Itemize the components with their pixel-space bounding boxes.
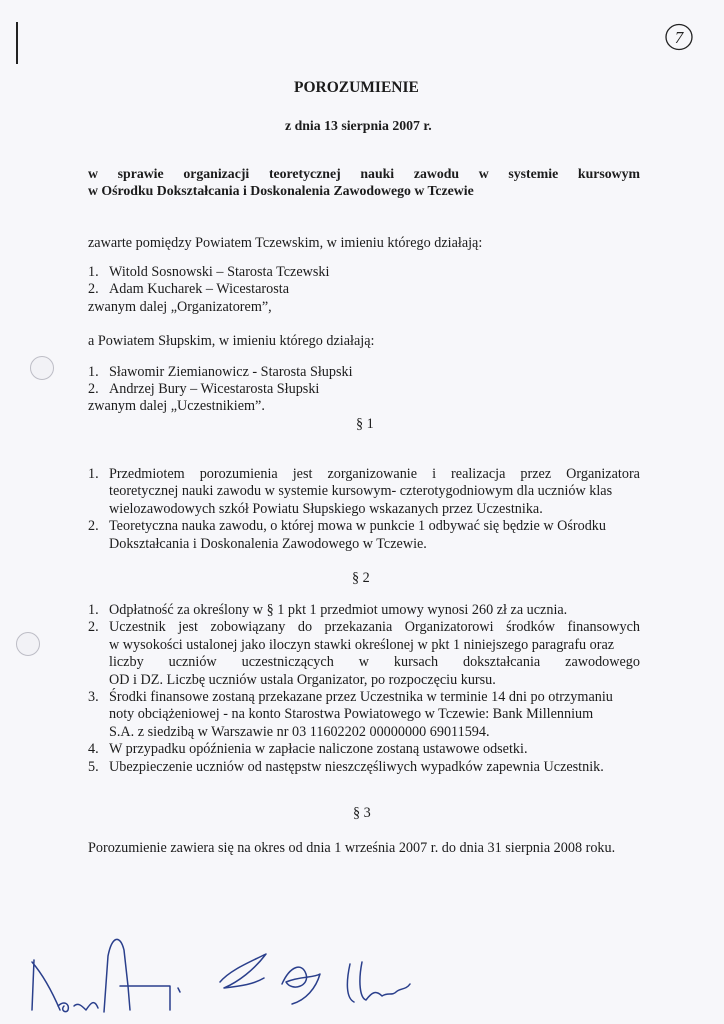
paragraph-line: OD i DZ. Liczbę uczniów ustala Organizator, po rozpoczęciu kursu.: [109, 671, 496, 688]
paragraph-line: Dokształcania i Doskonalenia Zawodowego w Tczewie.: [109, 535, 427, 552]
subject-word: w: [88, 166, 98, 181]
list-number: 1.: [88, 602, 99, 618]
subject-word: kursowym: [577, 166, 640, 181]
member-text: Adam Kucharek – Wicestarosta: [109, 281, 289, 298]
word: i: [432, 466, 437, 482]
page-number: 7: [674, 28, 684, 47]
list-number: 2.: [88, 381, 99, 398]
list-number: 2.: [88, 281, 99, 298]
subject-line-2: w Ośrodku Dokształcania i Doskonalenia Zawodowego w Tczewie: [88, 183, 474, 198]
paragraph-line: teoretycznej nauki zawodu w systemie kursowym- czterotygodniowym dla uczniów klas: [109, 483, 613, 500]
word: do: [297, 619, 313, 636]
paragraph-line: Ubezpieczenie uczniów od następstw nieszczęśliwych wypadków zapewnia Uczestnik.: [109, 758, 604, 775]
section-item: [88, 689, 640, 741]
party1-intro: zawarte pomiędzy Powiatem Tczewskim, w imieniu którego działają:: [88, 235, 483, 251]
handwritten-signatures: [20, 926, 440, 1016]
list-number: 1.: [88, 364, 99, 380]
list-number: 2.: [88, 518, 99, 535]
word: zobowiązany: [210, 619, 286, 636]
list-number: 3.: [88, 689, 99, 706]
word: finansowych: [567, 619, 640, 636]
subject-word: systemie: [508, 166, 559, 181]
section-3-text: Porozumienie zawiera się na okres od dnia 1 września 2007 r. do dnia 31 sierpnia 2008 roku.: [88, 840, 616, 856]
word: dokształcania: [462, 654, 541, 671]
list-number: 5.: [88, 758, 99, 775]
party1-member: [88, 281, 329, 298]
paragraph-line: W przypadku opóźnienia w zapłacie naliczone zostaną ustawowe odsetki.: [109, 741, 528, 758]
paragraph-line: Środki finansowe zostaną przekazane przez Uczestnika w terminie 14 dni po otrzymaniu: [109, 689, 613, 706]
section-item: [88, 619, 640, 689]
word: liczby: [109, 654, 144, 671]
member-text: Sławomir Ziemianowicz - Starosta Słupski: [109, 364, 353, 380]
margin-pen-mark: [16, 22, 18, 64]
paragraph-line: wielozawodowych szkół Powiatu Słupskiego wskazanych przez Uczestnika.: [109, 500, 543, 517]
party2-members: [88, 364, 353, 399]
member-text: Witold Sosnowski – Starosta Tczewski: [109, 264, 330, 280]
paragraph-line: noty obciążeniowej - na konto Starostwa Powiatowego w Tczewie: Bank Millennium: [109, 706, 594, 723]
paragraph-line: w wysokości ustalonej jako iloczyn stawki określonej w pkt 1 niniejszego paragrafu oraz: [109, 636, 615, 653]
paragraph-line: S.A. z siedzibą w Warszawie nr 03 11602202 00000000 69011594.: [109, 723, 490, 740]
party1-members: [88, 264, 329, 299]
member-text: Andrzej Bury – Wicestarosta Słupski: [109, 381, 320, 398]
word: jest: [292, 466, 313, 482]
word: zawodowego: [565, 654, 640, 671]
paragraph-line: Odpłatność za określony w § 1 pkt 1 przedmiot umowy wynosi 260 zł za ucznia.: [109, 602, 568, 618]
word: Przedmiotem: [109, 466, 185, 482]
word: środków: [506, 619, 555, 636]
punch-hole-icon: [16, 632, 40, 656]
word: przez: [520, 466, 552, 482]
document-title: POROZUMIENIE: [294, 79, 419, 96]
section-3-heading: § 3: [353, 805, 371, 821]
subject-word: zawodu: [413, 166, 460, 181]
paragraph-line: [109, 619, 640, 636]
party2-called: zwanym dalej „Uczestnikiem”.: [88, 398, 265, 414]
subject-line-1: [88, 165, 640, 182]
section-item: [88, 466, 640, 518]
word: uczniów: [168, 654, 217, 671]
punch-hole-icon: [30, 356, 54, 380]
subject-word: nauki: [360, 166, 395, 181]
section-item: [88, 602, 640, 619]
page-number-circle-icon: [664, 22, 694, 52]
word: realizacja: [451, 466, 506, 482]
list-number: 1.: [88, 264, 99, 280]
party1-called: zwanym dalej „Organizatorem”,: [88, 299, 272, 315]
word: uczestniczących: [241, 654, 334, 671]
document-date: z dnia 13 sierpnia 2007 r.: [285, 118, 432, 133]
word: w: [358, 654, 369, 671]
section-2-list: [88, 602, 640, 776]
word: przekazania: [324, 619, 393, 636]
subject-word: w: [478, 166, 489, 181]
section-2-heading: § 2: [352, 570, 370, 586]
section-item: [88, 759, 640, 776]
word: zorganizowanie: [327, 466, 418, 482]
paragraph-line: [109, 654, 640, 671]
paragraph-line: Teoretyczna nauka zawodu, o której mowa w punkcie 1 odbywać się będzie w Ośrodku: [109, 518, 606, 535]
list-number: 1.: [88, 466, 99, 482]
party1-member: [88, 264, 329, 281]
party2-member: [88, 364, 353, 381]
word: kursach: [393, 654, 439, 671]
list-number: 2.: [88, 619, 99, 636]
list-number: 4.: [88, 741, 99, 758]
subject-word: organizacji: [183, 166, 250, 181]
word: Organizatora: [566, 466, 640, 482]
section-item: [88, 518, 640, 553]
section-item: [88, 741, 640, 758]
section-1-heading: § 1: [356, 416, 374, 432]
party2-member: [88, 381, 353, 398]
word: jest: [178, 619, 198, 636]
word: Organizatorowi: [404, 619, 494, 636]
word: Uczestnik: [109, 619, 166, 636]
party2-intro: a Powiatem Słupskim, w imieniu którego działają:: [88, 333, 375, 349]
section-1-list: [88, 466, 640, 553]
word: porozumienia: [199, 466, 278, 482]
subject-word: teoretycznej: [268, 166, 341, 181]
subject-word: sprawie: [117, 166, 164, 181]
paragraph-line: [109, 466, 640, 483]
